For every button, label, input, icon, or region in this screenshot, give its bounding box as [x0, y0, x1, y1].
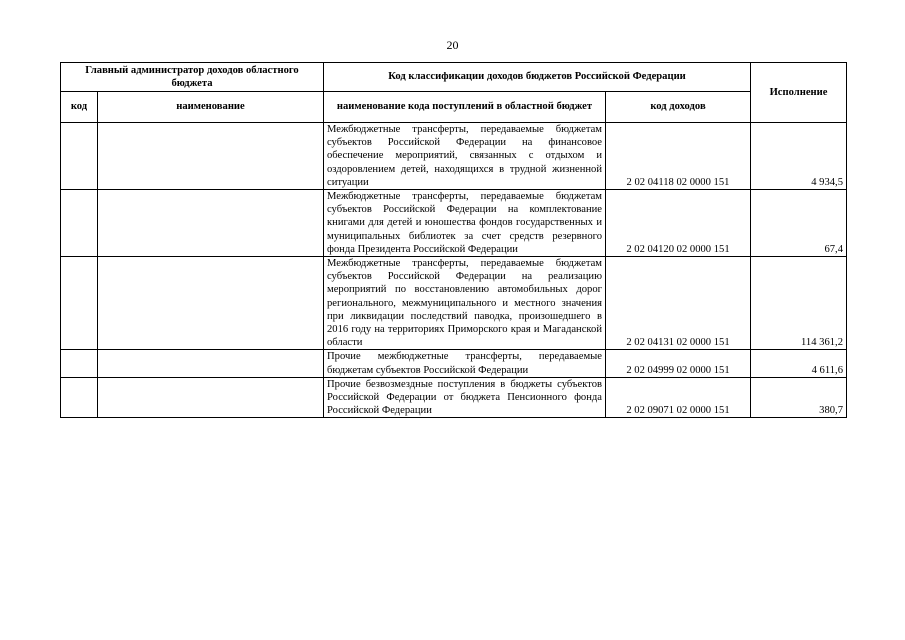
- page-number: 20: [446, 38, 459, 52]
- admin-name-cell: [98, 257, 324, 350]
- header-classification-group: Код классификации доходов бюджетов Российской Федерации: [324, 63, 751, 92]
- table-row: [61, 350, 847, 377]
- admin-name-cell: [98, 377, 324, 418]
- amount-cell: 380,7: [751, 377, 847, 418]
- income-description-cell: Прочие безвозмездные поступления в бюджеты субъектов Российской Федерации от бюджета Пенсионного фонда Российской Федерации: [324, 377, 606, 418]
- income-code-cell: 2 02 04131 02 0000 151: [606, 257, 751, 350]
- admin-code-cell: [61, 190, 98, 257]
- income-code-cell: 2 02 04118 02 0000 151: [606, 123, 751, 190]
- table-row: [61, 257, 847, 350]
- admin-name-cell: [98, 123, 324, 190]
- income-code-cell: 2 02 04999 02 0000 151: [606, 350, 751, 377]
- header-admin-group: Главный администратор доходов областного бюджета: [61, 63, 324, 92]
- amount-cell: 67,4: [751, 190, 847, 257]
- budget-revenue-table: [60, 62, 847, 418]
- table-row: [61, 123, 847, 190]
- header-execution: Исполнение: [751, 63, 847, 123]
- admin-name-cell: [98, 190, 324, 257]
- amount-cell: 4 611,6: [751, 350, 847, 377]
- income-description-cell: Прочие межбюджетные трансферты, передаваемые бюджетам субъектов Российской Федерации: [324, 350, 606, 377]
- admin-name-cell: [98, 350, 324, 377]
- income-code-cell: 2 02 09071 02 0000 151: [606, 377, 751, 418]
- header-name: наименование: [98, 92, 324, 123]
- income-description-cell: Межбюджетные трансферты, передаваемые бюджетам субъектов Российской Федерации на комплектование книгами для детей и юношества фондов государственных и муниципальных библиотек за счет средств резервного фонда Президента Российской Федерации: [324, 190, 606, 257]
- admin-code-cell: [61, 350, 98, 377]
- income-code-cell: 2 02 04120 02 0000 151: [606, 190, 751, 257]
- table-row: [61, 377, 847, 418]
- table-row: [61, 190, 847, 257]
- header-code: код: [61, 92, 98, 123]
- amount-cell: 4 934,5: [751, 123, 847, 190]
- admin-code-cell: [61, 123, 98, 190]
- header-income-name: наименование кода поступлений в областной бюджет: [324, 92, 606, 123]
- income-description-cell: Межбюджетные трансферты, передаваемые бюджетам субъектов Российской Федерации на реализацию мероприятий по восстановлению автомобильных дорог регионального, межмуниципального и местного значения при ликвидации последствий паводка, произошедшего в 2016 году на территориях Приморского края и Магаданской области: [324, 257, 606, 350]
- amount-cell: 114 361,2: [751, 257, 847, 350]
- admin-code-cell: [61, 257, 98, 350]
- header-income-code: код доходов: [606, 92, 751, 123]
- admin-code-cell: [61, 377, 98, 418]
- income-description-cell: Межбюджетные трансферты, передаваемые бюджетам субъектов Российской Федерации на финансовое обеспечение мероприятий, связанных с отдыхом и оздоровлением детей, находящихся в трудной жизненной ситуации: [324, 123, 606, 190]
